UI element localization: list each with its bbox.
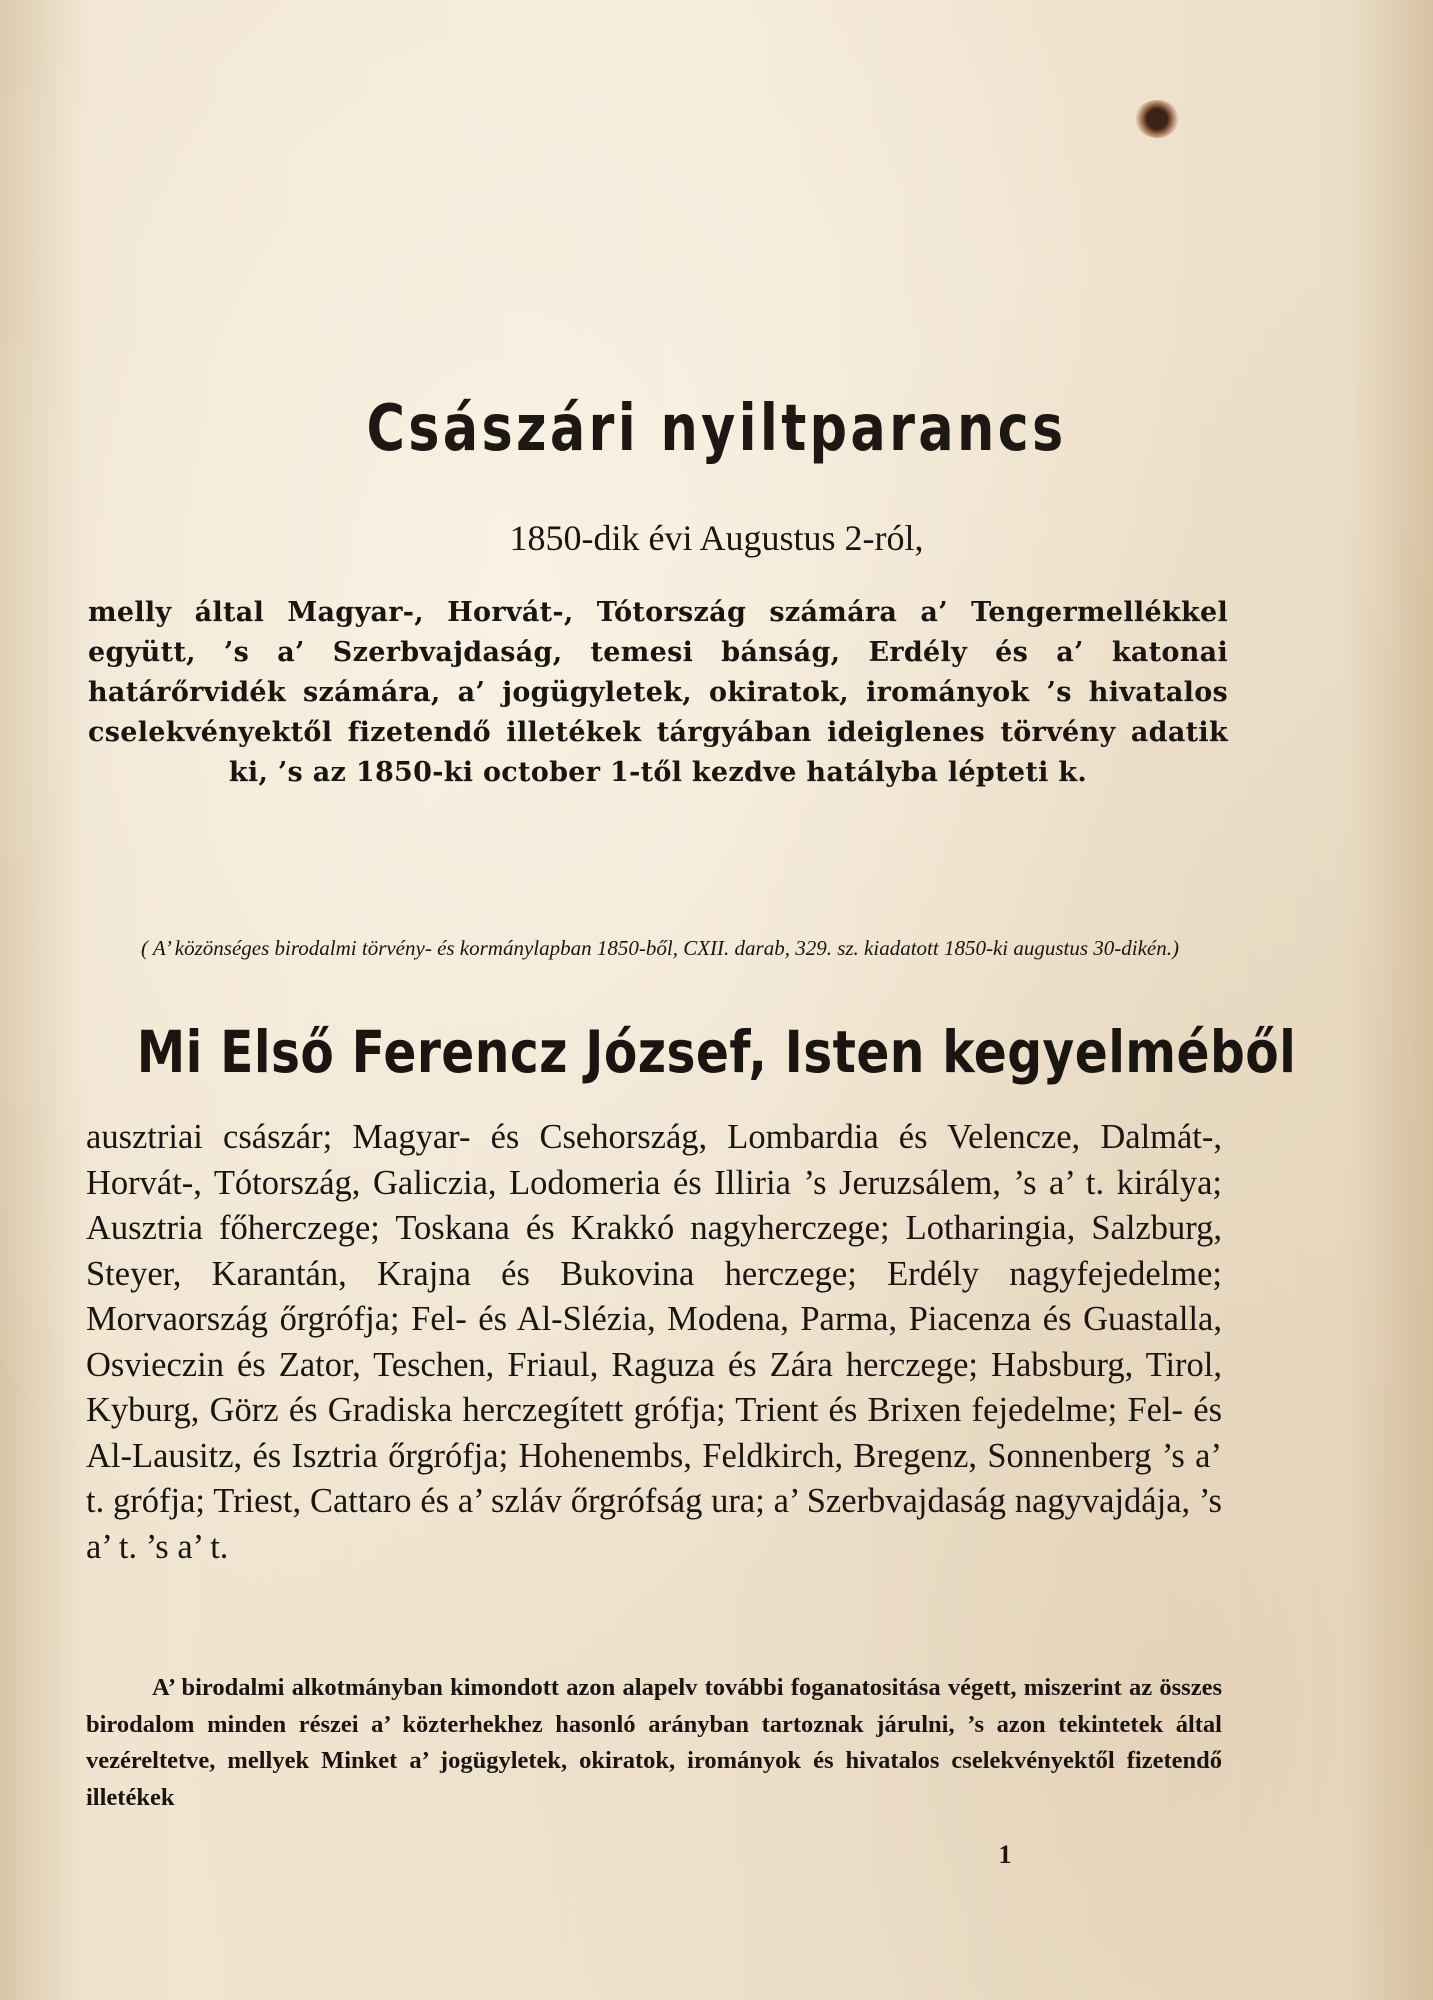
document-title: Császári nyiltparancs: [366, 392, 1067, 466]
burn-mark: [1135, 100, 1179, 138]
date-line: 1850-dik évi Augustus 2-ról,: [509, 518, 924, 558]
page-number: 1: [998, 1840, 1012, 1869]
proclamation-heading: Mi Első Ferencz József, Isten kegyelméből: [136, 1018, 1297, 1086]
royal-titles-paragraph: ausztriai császár; Magyar- és Csehország, Lombardia és Velencze, Dalmát-, Horvát-, Tótország, Galiczia, Lodomeria és Illiria ’s Jeruzsálem, ’s a’ t. királya; Ausztria főherczege; Toskana és Krakkó nagyherczege; Lotharingia, Salzburg, Steyer, Karantán, Krajna és Bukovina herczege; Erdély nagyfejedelme; Morvaország őrgrófja; Fel- és Al-Slézia, Modena, Parma, Piacenza és Guastalla, Osvieczin és Zator, Teschen, Friaul, Raguza és Zára herczege; Habsburg, Tirol, Kyburg, Görz és Gradiska herczegített grófja; Trient és Brixen fejedelme; Fel- és Al-Lausitz, és Isztria őrgrófja; Hohenembs, Feldkirch, Bregenz, Sonnenberg ’s a’ t. grófja; Triest, Cattaro és a’ szláv őrgrófság ura; a’ Szerbvajdaság nagyvajdája, ’s a’ t. ’s a’ t.: [86, 1118, 1222, 1566]
subtitle-paragraph: melly által Magyar-, Horvát-, Tótország számára a’ Tengermellékkel együtt, ’s a’ Szerbvajdaság, temesi bánság, Erdély és a’ katonai határőrvidék számára, a’ jogügyletek, okiratok, irományok ’s hivatalos cselekvényektől fizetendő illetékek tárgyában ideiglenes törvény adatik ki, ’s az 1850-ki october 1-től kezdve hatályba lépteti k.: [88, 597, 1228, 788]
citation-note: ( A’ közönséges birodalmi törvény- és kormánylapban 1850-ből, CXII. darab, 329. sz. kiadatott 1850-ki augustus 30-dikén.): [140, 936, 1179, 960]
body-paragraph: A’ birodalmi alkotmányban kimondott azon alapelv további foganatositása végett, miszerint az összes birodalom minden részei a’ közterhekhez hasonló arányban tartoznak járulni, ’s azon tekintetek által vezéreltetve, mellyek Minket a’ jogügyletek, okiratok, irományok és hivatalos cselekvényektől fizetendő illetékek: [86, 1674, 1222, 1811]
